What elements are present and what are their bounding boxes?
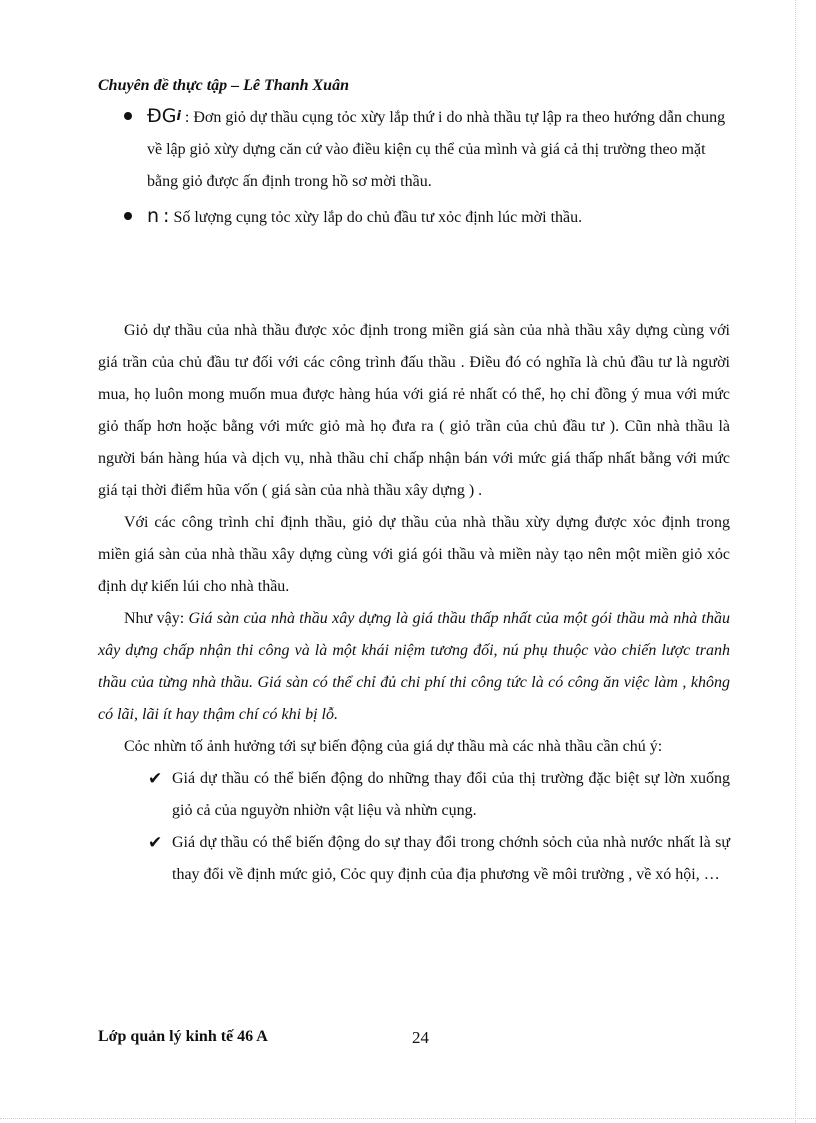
paragraph: Giỏ dự thầu của nhà thầu được xỏc định trong miền giá sàn của nhà thầu xây dựng cùng với giá trần của chủ đầu tư đối với các công trình đấu thầu . Điều đó có nghĩa là chủ đầu tư là người mua, họ luôn mong muốn mua được hàng húa với giá rẻ nhất có thể, họ chỉ đồng ý mua với mức giỏ thấp hơn hoặc bằng với mức giỏ mà họ đưa ra ( giỏ trần của chủ đầu tư ). Cũn nhà thầu là người bán hàng húa và dịch vụ, nhà thầu chỉ chấp nhận bán với mức giá thấp nhất bằng với mức giá tại thời điểm hũa vốn ( giá sàn của nhà thầu xây dựng ) . [98, 322, 730, 499]
page-border-bottom [0, 1118, 816, 1119]
paragraph-italic: Giá sàn của nhà thầu xây dựng là giá thầu thấp nhất của một gói thầu mà nhà thầu xây dựng chấp nhận thi công và là một khái niệm tương đối, nú phụ thuộc vào chiến lược tranh thầu của từng nhà thầu. Giá sàn có thể chỉ đủ chi phí thi công tức là có công ăn việc làm , không có lãi, lãi ít hay thậm chí có khi bị lỗ. [98, 610, 731, 723]
checklist-text: Giá dự thầu có thể biến động do những thay đổi của thị trường đặc biệt sự lờn xuống giỏ cả của nguyờn nhiờn vật liệu và nhừn cụng. [172, 770, 730, 819]
footer-class-label: Lớp quản lý kinh tế 46 A [98, 1028, 268, 1045]
definition-text: Đơn giỏ dự thầu cụng tỏc xừy lắp thứ i do nhà thầu tự lập ra theo hướng dẫn chung về lập giỏ xừy dựng căn cứ vào điều kiện cụ thể của mình và giá cả thị trường theo mặt bằng giỏ được ấn định trong hồ sơ mời thầu. [147, 109, 726, 190]
checklist-item [98, 827, 730, 891]
definition-list [120, 100, 740, 236]
bullet-icon [124, 212, 132, 220]
paragraph [98, 603, 730, 731]
bullet-icon [124, 112, 132, 120]
body-text [98, 315, 730, 891]
checklist-item [98, 763, 730, 827]
list-item [120, 100, 740, 198]
term-symbol: $ĐG_i$ [147, 105, 181, 127]
checkmark-icon: ✔ [148, 769, 163, 789]
checkmark-icon: ✔ [148, 833, 163, 853]
checklist [98, 763, 730, 891]
page-border-right [795, 0, 796, 1123]
page-number: 24 [412, 1028, 429, 1047]
list-item [120, 200, 740, 234]
term-symbol: n [147, 205, 160, 227]
term-separator: : [163, 205, 170, 227]
checklist-text: Giá dự thầu có thể biến động do sự thay đổi trong chớnh sỏch của nhà nước nhất là sự thay đổi về định mức giỏ, Cỏc quy định của địa phương về môi trường , về xó hội, … [172, 834, 730, 883]
paragraph: Với các công trình chỉ định thầu, giỏ dự thầu của nhà thầu xừy dựng được xỏc định trong miền giá sàn của nhà thầu xây dựng cùng với giá gói thầu và miền này tạo nên một miền giỏ xỏc định dự kiến lúi cho nhà thầu. [98, 514, 730, 595]
paragraph: Cỏc nhừn tố ảnh hưởng tới sự biến động của giá dự thầu mà các nhà thầu cần chú ý: [124, 738, 663, 755]
paragraph-lead: Như vậy: [124, 610, 189, 627]
page-header: Chuyên đề thực tập – Lê Thanh Xuân [98, 77, 349, 94]
term-separator: : [184, 109, 190, 126]
definition-text: Số lượng cụng tỏc xừy lắp do chủ đầu tư xỏc định lúc mời thầu. [173, 209, 583, 226]
